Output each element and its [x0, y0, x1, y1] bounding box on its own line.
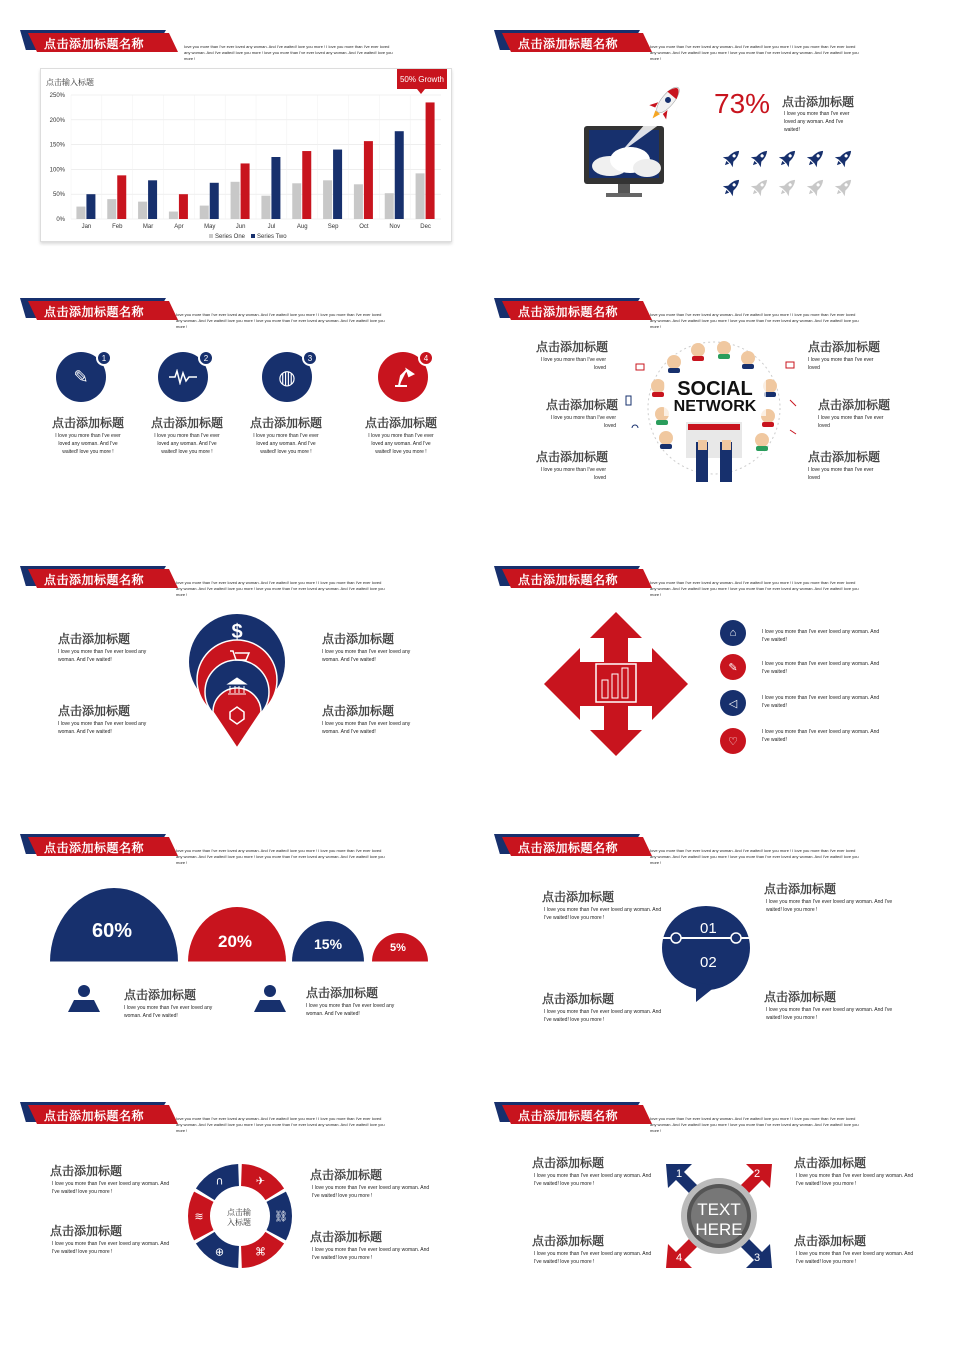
heading: 点击添加标题 [58, 704, 131, 718]
bar-series-one [323, 180, 332, 219]
slide-header [20, 30, 180, 54]
slide-subtitle: Iove you more than I've ever loved any woman. And I've waited! love you more ! I love you more than I've ever loved any woman. And I've waited! love you more ! love you more than I've ever loved any woman. And I've waited! love you more ! [184, 44, 393, 61]
y-tick-label: 200% [49, 117, 65, 124]
percent-5: 5% [390, 942, 406, 954]
body-text: I love you more than I've ever loved any woman. And I've waited! [322, 721, 411, 735]
heading: 点击添加标题 [532, 1234, 605, 1248]
slide-header [20, 298, 180, 322]
slide-title: 点击添加标题名称 [518, 573, 619, 587]
bar-series-one [385, 193, 394, 219]
slide-subtitle: Iove you more than I've ever loved any woman. And I've waited! love you more ! I love you more than I've ever loved any woman. And I've waited! love you more ! love you more than I've ever loved any woman. And I've waited! love you more ! [176, 848, 385, 865]
svg-text:$: $ [231, 621, 243, 643]
rocket-icon [776, 146, 804, 174]
heading: 点击添加标题 [58, 632, 131, 646]
heading: 点击添加标题 [818, 398, 891, 412]
step-number: 4 [418, 350, 434, 366]
bar-series-two [302, 151, 311, 219]
heading: 点击添加标题 [794, 1156, 867, 1170]
number-01: 01 [700, 920, 717, 937]
body-text: I love you more than I've ever loved [540, 467, 606, 481]
bar-series-two [333, 150, 342, 219]
slide-title: 点击添加标题名称 [44, 573, 145, 587]
slide-ring [8, 1080, 482, 1346]
social-network-title [664, 380, 766, 416]
body-text: I love you more than I've ever loved any woman. And I've waited! love you more ! [544, 907, 662, 921]
four-arrow-cross [482, 544, 956, 810]
bar-series-two [426, 102, 435, 219]
body-text: I love you more than I've ever loved any woman. And I've waited! love you more ! [154, 433, 220, 455]
globe-icon: ◍ [278, 366, 296, 389]
body-text: I love you more than I've ever loved any woman. And I've waited! love you more ! [55, 433, 121, 455]
body-text: I love you more than I've ever loved any woman. And I've waited! love you more ! [312, 1247, 430, 1261]
heading: 点击添加标题 [542, 890, 615, 904]
y-tick-label: 250% [49, 93, 65, 99]
slide-four-arrows [482, 544, 956, 810]
body-text: I love you more than I've ever loved any woman. And I've waited! [58, 721, 147, 735]
body-text: I love you more than I've ever loved any woman. And I've waited! love you more ! [796, 1251, 914, 1265]
heading: 点击添加标题 [808, 450, 881, 464]
bar-series-two [86, 194, 95, 219]
heading: 点击添加标题 [532, 1156, 605, 1170]
x-tick-label: Sep [327, 224, 339, 230]
bar-series-one [231, 182, 240, 219]
body-text: I love you more than I've ever loved any woman. And I've waited! [762, 695, 880, 709]
rocket-icon [748, 146, 776, 174]
rocket-icon [748, 175, 776, 203]
slide-subtitle: Iove you more than I've ever loved any woman. And I've waited! love you more ! I love you more than I've ever loved any woman. And I've waited! love you more ! love you more than I've ever loved any woman. And I've waited! love you more ! [176, 1116, 385, 1133]
body-text: I love you more than I've ever loved any woman. And I've waited! love you more ! [52, 1181, 170, 1195]
ring-segment-icon: ⛓ [274, 1210, 288, 1223]
rocket-icon [776, 175, 804, 203]
body-text: I love you more than I've ever loved [550, 415, 616, 429]
body-text: I love you more than I've ever loved any woman. And I've waited! [322, 649, 411, 663]
arrow-number-1: 1 [676, 1168, 683, 1180]
ring-segment-icon: ∩ [215, 1174, 224, 1188]
bar-series-two [117, 175, 126, 219]
rocket-icon [804, 175, 832, 203]
body-text: I love you more than I've ever loved any woman. And I've waited! love you more ! [544, 1009, 662, 1023]
legend-swatch [209, 234, 213, 238]
body-text: I love you more than I've ever loved any woman. And I've waited! [124, 1005, 213, 1019]
heading: 点击添加标题 [50, 1164, 123, 1178]
x-tick-label: Jun [235, 224, 246, 230]
slide-pin-circles [8, 544, 482, 810]
percent-value: 73% [714, 88, 771, 119]
rocket-icon [720, 175, 748, 203]
chart-title: 点击输入标题 [46, 78, 94, 87]
slide-semicircles [8, 812, 482, 1078]
heading: 点击添加标题 [124, 988, 197, 1002]
x-tick-label: Jul [267, 224, 276, 230]
slide-title: 点击添加标题名称 [44, 1109, 145, 1123]
heading: 点击添加标题 [536, 340, 609, 354]
y-tick-label: 100% [49, 167, 65, 174]
x-tick-label: Feb [112, 224, 123, 230]
slide-text-here [482, 1080, 956, 1346]
rocket-icon [832, 175, 860, 203]
ring-segment-icon: ⌘ [255, 1245, 266, 1259]
heading: 点击添加标题 [322, 632, 395, 646]
slide-social-network [482, 276, 956, 542]
bar-series-two [271, 157, 280, 219]
percent-60: 60% [92, 920, 133, 942]
legend-label: Series One [215, 234, 246, 240]
heading: 点击添加标题 [365, 416, 438, 430]
slide-title: 点击添加标题名称 [44, 305, 145, 319]
slide-subtitle: Iove you more than I've ever loved any woman. And I've waited! love you more ! I love you more than I've ever loved any woman. And I've waited! love you more ! love you more than I've ever loved any woman. And I've waited! love you more ! [650, 44, 859, 61]
heading: 点击添加标题 [808, 340, 881, 354]
slide-speech-bubble [482, 812, 956, 1078]
bar-series-two [210, 183, 219, 219]
body-text: I love you more than I've ever loved [540, 357, 606, 371]
x-tick-label: May [204, 224, 216, 230]
bar-series-two [241, 163, 250, 219]
heading: 点击添加标题 [151, 416, 224, 430]
slide-subtitle: Iove you more than I've ever loved any woman. And I've waited! love you more ! I love you more than I've ever loved any woman. And I've waited! love you more ! love you more than I've ever loved any woman. And I've waited! love you more ! [176, 580, 385, 597]
slide-subtitle: Iove you more than I've ever loved any woman. And I've waited! love you more ! I love you more than I've ever loved any woman. And I've waited! love you more ! love you more than I've ever loved any woman. And I've waited! love you more ! [650, 1116, 859, 1133]
heading: 点击添加标题 [310, 1230, 383, 1244]
y-tick-label: 150% [49, 142, 65, 149]
body-text: I love you more than I've ever loved any woman. And I've waited! love you more ! [766, 899, 893, 913]
slide-title: 点击添加标题名称 [518, 305, 619, 319]
slide-rocket [482, 8, 956, 274]
body-text: I love you more than I've ever loved any woman. And I've waited! love you more ! [534, 1251, 652, 1265]
body-text: I love you more than I've ever loved any woman. And I've waited! [762, 729, 880, 743]
chart-frame [40, 68, 452, 242]
speaker-icon: ◁ [728, 697, 738, 710]
slide-title: 点击添加标题名称 [518, 37, 619, 51]
slide-subtitle: Iove you more than I've ever loved any woman. And I've waited! love you more ! I love you more than I've ever loved any woman. And I've waited! love you more ! love you more than I've ever loved any woman. And I've waited! love you more ! [650, 312, 859, 329]
heart-icon: ♡ [728, 735, 738, 748]
y-tick-label: 0% [56, 217, 65, 223]
bar-series-one [169, 212, 178, 219]
slide-subtitle: Iove you more than I've ever loved any woman. And I've waited! love you more ! I love you more than I've ever loved any woman. And I've waited! love you more ! love you more than I've ever loved any woman. And I've waited! love you more ! [176, 312, 385, 329]
body-text: I love you more than I've ever loved [808, 467, 874, 481]
slide-subtitle: Iove you more than I've ever loved any woman. And I've waited! love you more ! I love you more than I've ever loved any woman. And I've waited! love you more ! love you more than I've ever loved any woman. And I've waited! love you more ! [650, 580, 859, 597]
bar-series-one [138, 202, 147, 219]
legend-label: Series Two [257, 234, 287, 240]
title-line-1: SOCIAL [677, 378, 753, 400]
body-text: I love you more than I've ever loved any woman. And I've waited! love you more ! [312, 1185, 430, 1199]
heading: 点击添加标题 [250, 416, 323, 430]
ring-segment-icon: ✈ [255, 1174, 266, 1188]
heading: 点击添加标题 [310, 1168, 383, 1182]
body-text: I love you more than I've ever loved any woman. And I've waited! love you more ! [368, 433, 434, 455]
heading: 点击添加标题 [542, 992, 615, 1006]
slide-title: 点击添加标题名称 [518, 1109, 619, 1123]
x-tick-label: Mar [142, 224, 154, 230]
step-number: 2 [198, 350, 214, 366]
pin-circles-graphic [8, 544, 482, 810]
bar-series-one [200, 206, 209, 219]
title-line-2: NETWORK [673, 398, 757, 415]
body-text: I love you more than I've ever loved any woman. And I've waited! love you more ! [796, 1173, 914, 1187]
heading: 点击添加标题 [546, 398, 619, 412]
percent-15: 15% [314, 936, 343, 952]
bar-series-one [261, 196, 270, 219]
heading: 点击添加标题 [50, 1224, 123, 1238]
rocket-icon [720, 146, 748, 174]
bar-series-one [107, 199, 116, 219]
bar-chart [41, 69, 453, 243]
heading: 点击添加标题 [536, 450, 609, 464]
legend-swatch [251, 234, 255, 238]
slide-bar-chart [8, 8, 482, 274]
center-text [676, 1200, 762, 1240]
bar-series-two [179, 194, 188, 219]
heading: 点击添加标题 [782, 95, 855, 109]
body-text: I love you more than I've ever loved any woman. And I've waited! [762, 629, 880, 643]
number-02: 02 [700, 954, 717, 971]
bar-series-two [364, 141, 373, 219]
slide-subtitle: Iove you more than I've ever loved any woman. And I've waited! love you more ! I love you more than I've ever loved any woman. And I've waited! love you more ! love you more than I've ever loved any woman. And I've waited! love you more ! [650, 848, 859, 865]
heading: 点击添加标题 [794, 1234, 867, 1248]
heading: 点击添加标题 [52, 416, 125, 430]
ring-center-label: 点击输入标题 [227, 1208, 251, 1227]
x-tick-label: Aug [296, 224, 308, 230]
pen-icon: ✎ [728, 661, 738, 674]
bar-series-one [76, 207, 85, 219]
body-text: I love you more than I've ever loved any woman. And I've waited! love you more ! [766, 1007, 893, 1021]
step-number: 3 [302, 350, 318, 366]
x-tick-label: Dec [420, 224, 431, 230]
body-text: I love you more than I've ever loved any woman. And I've waited! [58, 649, 147, 663]
body-text: I love you more than I've ever loved any woman. And I've waited! [762, 661, 880, 675]
monitor-rocket-illustration [482, 8, 956, 274]
ring-segment-icon: ⊕ [214, 1245, 225, 1259]
heading: 点击添加标题 [764, 990, 837, 1004]
gift-icon: ⌂ [729, 627, 737, 639]
step-number: 1 [96, 350, 112, 366]
heading: 点击添加标题 [764, 882, 837, 896]
body-text: I love you more than I've ever loved any woman. And I've waited! love you more ! [52, 1241, 170, 1255]
body-text: I love you more than I've ever loved any woman. And I've waited! love you more ! [253, 433, 319, 455]
arrow-number-3: 3 [754, 1252, 761, 1264]
arrow-number-2: 2 [754, 1168, 761, 1180]
percent-20: 20% [218, 932, 253, 951]
body-text: I love you more than I've ever loved any woman. And I've waited! love you more ! [534, 1173, 652, 1187]
slide-title: 点击添加标题名称 [518, 841, 619, 855]
rocket-icon-grid [720, 146, 860, 204]
slide-title: 点击添加标题名称 [44, 841, 145, 855]
speech-bubble-graphic [482, 812, 956, 1078]
bar-series-one [354, 184, 363, 219]
heading: 点击添加标题 [306, 986, 379, 1000]
heading: 点击添加标题 [322, 704, 395, 718]
body-text: I love you more than I've ever loved [818, 415, 884, 429]
x-tick-label: Jan [81, 224, 92, 230]
arrow-number-4: 4 [676, 1252, 683, 1264]
body-text: I love you more than I've ever loved any woman. And I've waited! [306, 1003, 395, 1017]
pencil-icon: ✎ [73, 366, 89, 387]
rocket-icon [804, 146, 832, 174]
x-tick-label: Apr [174, 224, 184, 230]
x-tick-label: Nov [389, 224, 401, 230]
slide-four-circles [8, 276, 482, 542]
x-tick-label: Oct [359, 224, 369, 230]
growth-badge-label: 50% Growth [399, 74, 445, 84]
body-text: I love you more than I've ever loved [808, 357, 874, 371]
body-text: I love you more than I've ever loved any woman. And I've waited! [784, 111, 850, 133]
bar-series-one [292, 183, 301, 219]
center-text-line-1: TEXT [697, 1200, 741, 1219]
ring-segment-icon: ≋ [194, 1210, 204, 1223]
y-tick-label: 50% [52, 192, 65, 199]
center-text-line-2: HERE [695, 1220, 743, 1239]
bar-series-one [416, 173, 425, 219]
slide-title: 点击添加标题名称 [44, 37, 145, 51]
rocket-icon [832, 146, 860, 174]
bar-series-two [395, 131, 404, 219]
bar-series-two [148, 180, 157, 219]
